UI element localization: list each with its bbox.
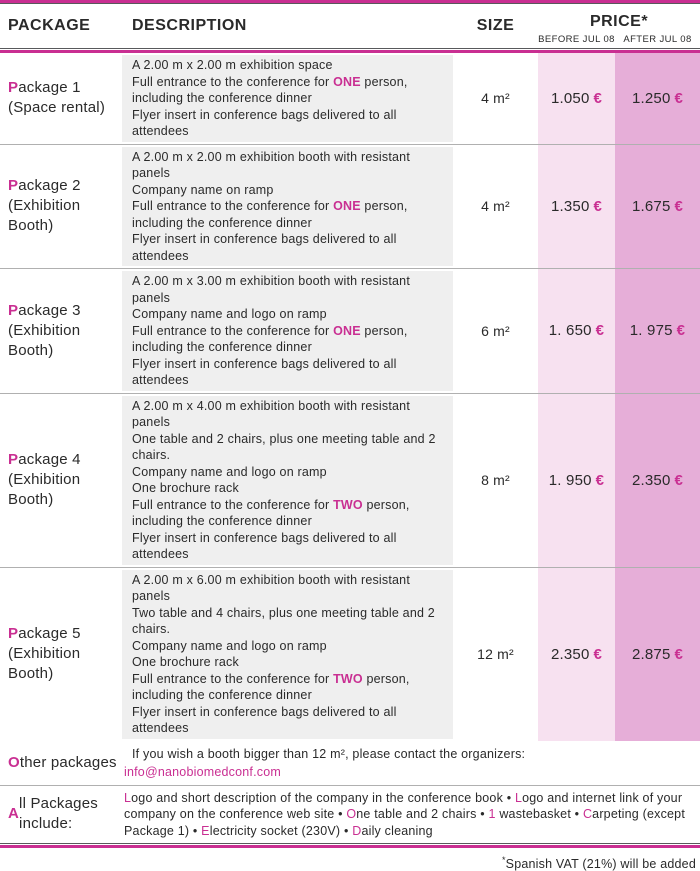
header-before-jul-08: BEFORE JUL 08	[538, 34, 615, 45]
size-cell: 8 m²	[481, 472, 510, 488]
size-cell: 12 m²	[477, 646, 514, 662]
package-rows	[0, 53, 700, 741]
description-cell	[122, 394, 453, 567]
package-row	[0, 144, 700, 269]
description-line: Flyer insert in conference bags delivered to all attendees	[132, 530, 397, 561]
description-line: Flyer insert in conference bags delivered to all attendees	[132, 107, 397, 138]
description-cell	[122, 53, 453, 144]
package-name-cell: Package 4 (Exhibition Booth)	[8, 451, 81, 508]
euro-sign: €	[674, 197, 684, 215]
other-packages-text	[122, 741, 700, 785]
header-price-group	[538, 4, 700, 47]
header-description: DESCRIPTION	[132, 16, 247, 34]
price-before-cell: 1. 950 €	[538, 394, 615, 567]
description-line: A 2.00 m x 3.00 m exhibition booth with resistant panels	[132, 274, 411, 305]
description-cell	[122, 145, 453, 269]
price-before-cell: 1.050 €	[538, 53, 615, 144]
description-line: Company name and logo on ramp	[132, 464, 327, 479]
price-after-cell: 2.350 €	[615, 394, 700, 567]
euro-sign: €	[674, 471, 684, 489]
package-row	[0, 268, 700, 393]
description-line: Full entrance to the conference for ONE person, including the conference dinner	[132, 74, 408, 105]
header-size: SIZE	[476, 16, 515, 34]
footnote-text: Spanish VAT (21%) will be added	[505, 857, 696, 871]
description-line: A 2.00 m x 6.00 m exhibition booth with resistant panels	[132, 572, 411, 603]
other-packages-row	[0, 741, 700, 785]
all-packages-label: A ll Packages include:	[8, 795, 98, 833]
package-name-cell: Package 2 (Exhibition Booth)	[8, 177, 81, 235]
all-packages-items-text: Logo and short description of the company in the conference book • Logo and internet link of your company on the conference web site • One table and 2 chairs • 1 wastebasket • Carpeting (except Package 1) • Electricity socket (230V) • Daily cleaning	[124, 790, 686, 838]
organizer-email-link[interactable]: info@nanobiomedconf.com	[124, 764, 281, 779]
price-before-cell: 1.350 €	[538, 145, 615, 269]
euro-sign: €	[593, 89, 603, 107]
description-line: Full entrance to the conference for TWO person, including the conference dinner	[132, 497, 410, 528]
description-line: Flyer insert in conference bags delivered to all attendees	[132, 232, 397, 263]
size-cell: 4 m²	[481, 90, 510, 107]
euro-sign: €	[595, 322, 605, 340]
description-line: A 2.00 m x 2.00 m exhibition space	[132, 58, 333, 72]
description-line: Flyer insert in conference bags delivered to all attendees	[132, 356, 397, 387]
description-line: Two table and 4 chairs, plus one meeting table and 2 chairs.	[132, 605, 435, 636]
description-cell	[122, 269, 453, 393]
contact-organizers-text: If you wish a booth bigger than 12 m², please contact the organizers:	[132, 746, 526, 761]
description-line: Full entrance to the conference for ONE person, including the conference dinner	[132, 199, 408, 230]
package-row	[0, 53, 700, 144]
price-after-cell: 1.675 €	[615, 145, 700, 269]
size-cell: 6 m²	[481, 322, 510, 339]
package-row	[0, 567, 700, 741]
description-line: Company name on ramp	[132, 182, 274, 197]
price-after-cell: 2.875 €	[615, 568, 700, 741]
all-packages-row	[0, 785, 700, 844]
table-header	[0, 4, 700, 47]
all-packages-list	[122, 786, 700, 844]
description-line: Full entrance to the conference for ONE person, including the conference dinner	[132, 323, 408, 354]
other-packages-label: O ther packages	[8, 753, 117, 771]
euro-sign: €	[676, 322, 686, 340]
description-line: Flyer insert in conference bags delivered to all attendees	[132, 704, 397, 735]
description-line: A 2.00 m x 2.00 m exhibition booth with resistant panels	[132, 149, 411, 180]
description-line: One brochure rack	[132, 655, 239, 669]
header-after-jul-08: AFTER JUL 08	[623, 34, 692, 45]
vat-footnote	[0, 848, 700, 871]
price-before-cell: 1. 650 €	[538, 269, 615, 393]
price-after-cell: 1.250 €	[615, 53, 700, 144]
description-line: A 2.00 m x 4.00 m exhibition booth with resistant panels	[132, 398, 411, 429]
header-package: PACKAGE	[8, 16, 91, 34]
header-price: PRICE*	[589, 13, 649, 30]
package-row	[0, 393, 700, 567]
footnote-asterisk: *	[501, 855, 506, 865]
description-line: One brochure rack	[132, 481, 239, 495]
euro-sign: €	[595, 471, 605, 489]
description-cell	[122, 568, 453, 741]
euro-sign: €	[674, 89, 684, 107]
description-line: Full entrance to the conference for TWO person, including the conference dinner	[132, 671, 410, 702]
description-line: Company name and logo on ramp	[132, 307, 327, 321]
price-before-cell: 2.350 €	[538, 568, 615, 741]
euro-sign: €	[674, 645, 684, 663]
euro-sign: €	[593, 197, 603, 215]
euro-sign: €	[593, 645, 603, 663]
price-after-cell: 1. 975 €	[615, 269, 700, 393]
description-line: Company name and logo on ramp	[132, 638, 327, 653]
package-name-cell: Package 1 (Space rental)	[8, 79, 106, 117]
size-cell: 4 m²	[481, 198, 510, 215]
package-name-cell: Package 5 (Exhibition Booth)	[8, 625, 81, 682]
package-name-cell: Package 3 (Exhibition Booth)	[8, 301, 81, 359]
description-line: One table and 2 chairs, plus one meeting table and 2 chairs.	[132, 431, 436, 462]
